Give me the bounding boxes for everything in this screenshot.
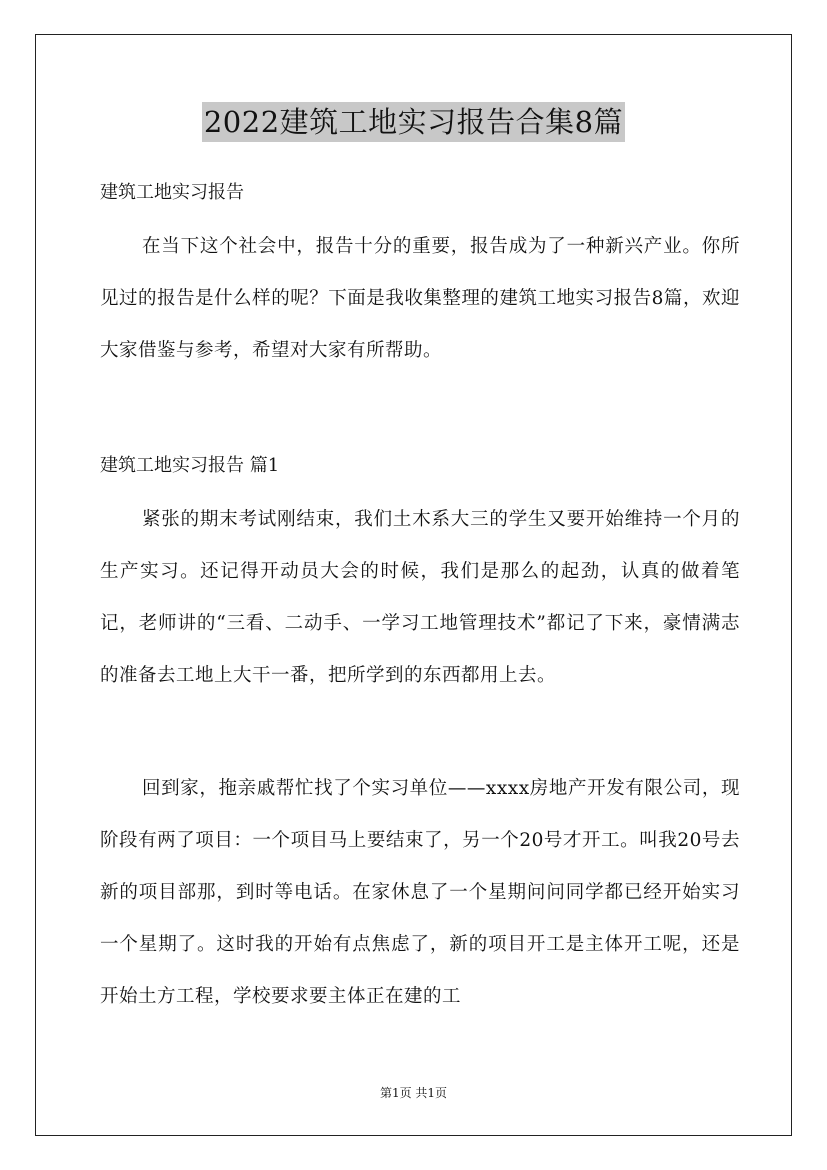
section-paragraph-2: 回到家，拖亲戚帮忙找了个实习单位——xxxx房地产开发有限公司，现阶段有两了项目：一个项目马上要结束了，另一个20号才开工。叫我20号去新的项目部那，到时等电话。在家休息了一个星期问问同学都已经开始实习一个星期了。这时我的开始有点焦虑了，新的项目开工是主体开工呢，还是开始土方工程，学校要求要主体正在建的工: [100, 778, 740, 1007]
title-container: [0, 102, 827, 142]
section-heading: 建筑工地实习报告 篇1: [100, 455, 280, 476]
document-title: 2022建筑工地实习报告合集8篇: [202, 102, 625, 142]
section-paragraph-1: 紧张的期末考试刚结束，我们土木系大三的学生又要开始维持一个月的生产实习。还记得开动员大会的时候，我们是那么的起劲，认真的做着笔记，老师讲的“三看、二动手、一学习工地管理技术”都记了下来，豪情满志的准备去工地上大干一番，把所学到的东西都用上去。: [100, 509, 740, 686]
intro-paragraph: 在当下这个社会中，报告十分的重要，报告成为了一种新兴产业。你所见过的报告是什么样的呢？下面是我收集整理的建筑工地实习报告8篇，欢迎大家借鉴与参考，希望对大家有所帮助。: [100, 236, 740, 361]
intro-heading: 建筑工地实习报告: [100, 182, 244, 203]
page-footer: 第1页 共1页: [379, 1086, 448, 1100]
